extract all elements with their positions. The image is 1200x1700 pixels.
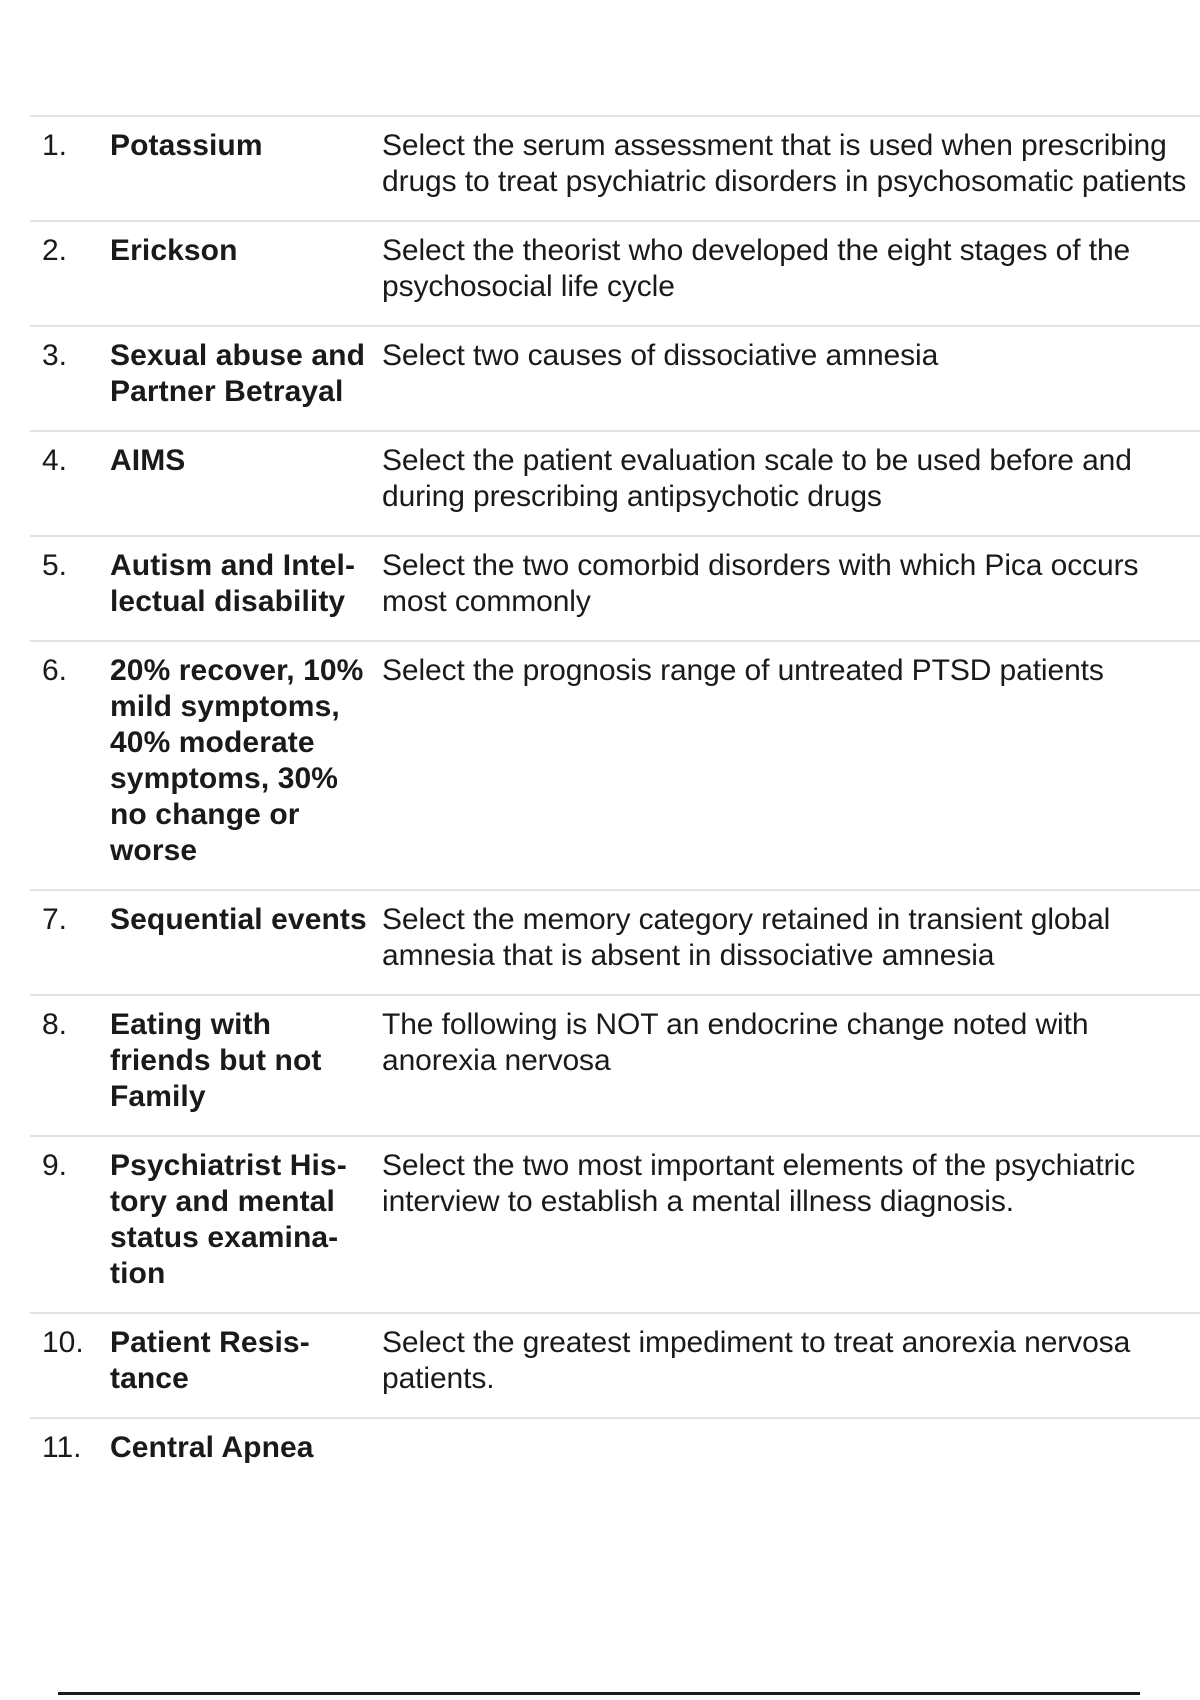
question-text: Select the theorist who developed the eight stages of the psychosocial life cycle (382, 234, 1131, 303)
question-text: Select the serum assessment that is used when prescribing drugs to treat psychiatric disorders in psychosomatic patients (382, 129, 1187, 198)
answer-term: Central Apnea (110, 1431, 314, 1464)
question-text: Select the greatest impediment to treat anorexia nervosa patients. (382, 1326, 1131, 1395)
answer-term: Potassium (110, 129, 263, 162)
item-number: 1. (42, 129, 68, 162)
item-number: 5. (42, 549, 68, 582)
answer-term: Psychiatrist History and mental status examination (110, 1149, 347, 1290)
item-number: 2. (42, 234, 68, 267)
question-text: Select two causes of dissociative amnesia (382, 339, 939, 372)
item-number: 8. (42, 1008, 68, 1041)
answer-term: Sexual abuse and Partner Betrayal (110, 339, 366, 408)
table-row (30, 430, 1200, 535)
question-text (382, 1430, 1200, 1466)
answer-term: Erickson (110, 234, 238, 267)
table-row (30, 640, 1200, 889)
item-number: 9. (42, 1149, 68, 1182)
question-text: The following is NOT an endocrine change noted with anorexia nervosa (382, 1008, 1089, 1077)
table-row (30, 1135, 1200, 1312)
item-number: 3. (42, 339, 68, 372)
table-row (30, 115, 1200, 220)
item-number: 10. (42, 1326, 84, 1359)
answer-term: Autism and Intellectual disability (110, 549, 355, 618)
table-row (30, 994, 1200, 1135)
question-text: Select the patient evaluation scale to be used before and during prescribing antipsychotic drugs (382, 444, 1132, 513)
item-number: 7. (42, 903, 68, 936)
item-number: 4. (42, 444, 68, 477)
answer-term: Eating with friends but not Family (110, 1008, 322, 1113)
question-text: Select the two comorbid disorders with which Pica occurs most commonly (382, 549, 1139, 618)
question-text: Select the two most important elements of the psychiatric interview to establish a mental illness diagnosis. (382, 1149, 1135, 1218)
question-text: Select the memory category retained in transient global amnesia that is absent in dissociative amnesia (382, 903, 1111, 972)
item-number: 11. (42, 1431, 82, 1464)
question-text: Select the prognosis range of untreated PTSD patients (382, 654, 1104, 687)
answer-term: Patient Resistance (110, 1326, 310, 1395)
table-row (30, 325, 1200, 430)
answer-term: AIMS (110, 444, 186, 477)
table-row (30, 220, 1200, 325)
table-row (30, 1417, 1200, 1466)
question-answer-table (30, 115, 1200, 1466)
table-row (30, 535, 1200, 640)
answer-term: 20% recover, 10% mild symptoms, 40% moderate symptoms, 30% no change or worse (110, 654, 364, 867)
item-number: 6. (42, 654, 68, 687)
table-row (30, 889, 1200, 994)
footer-divider (58, 1692, 1140, 1695)
table-row (30, 1312, 1200, 1417)
answer-term: Sequential events (110, 903, 367, 936)
